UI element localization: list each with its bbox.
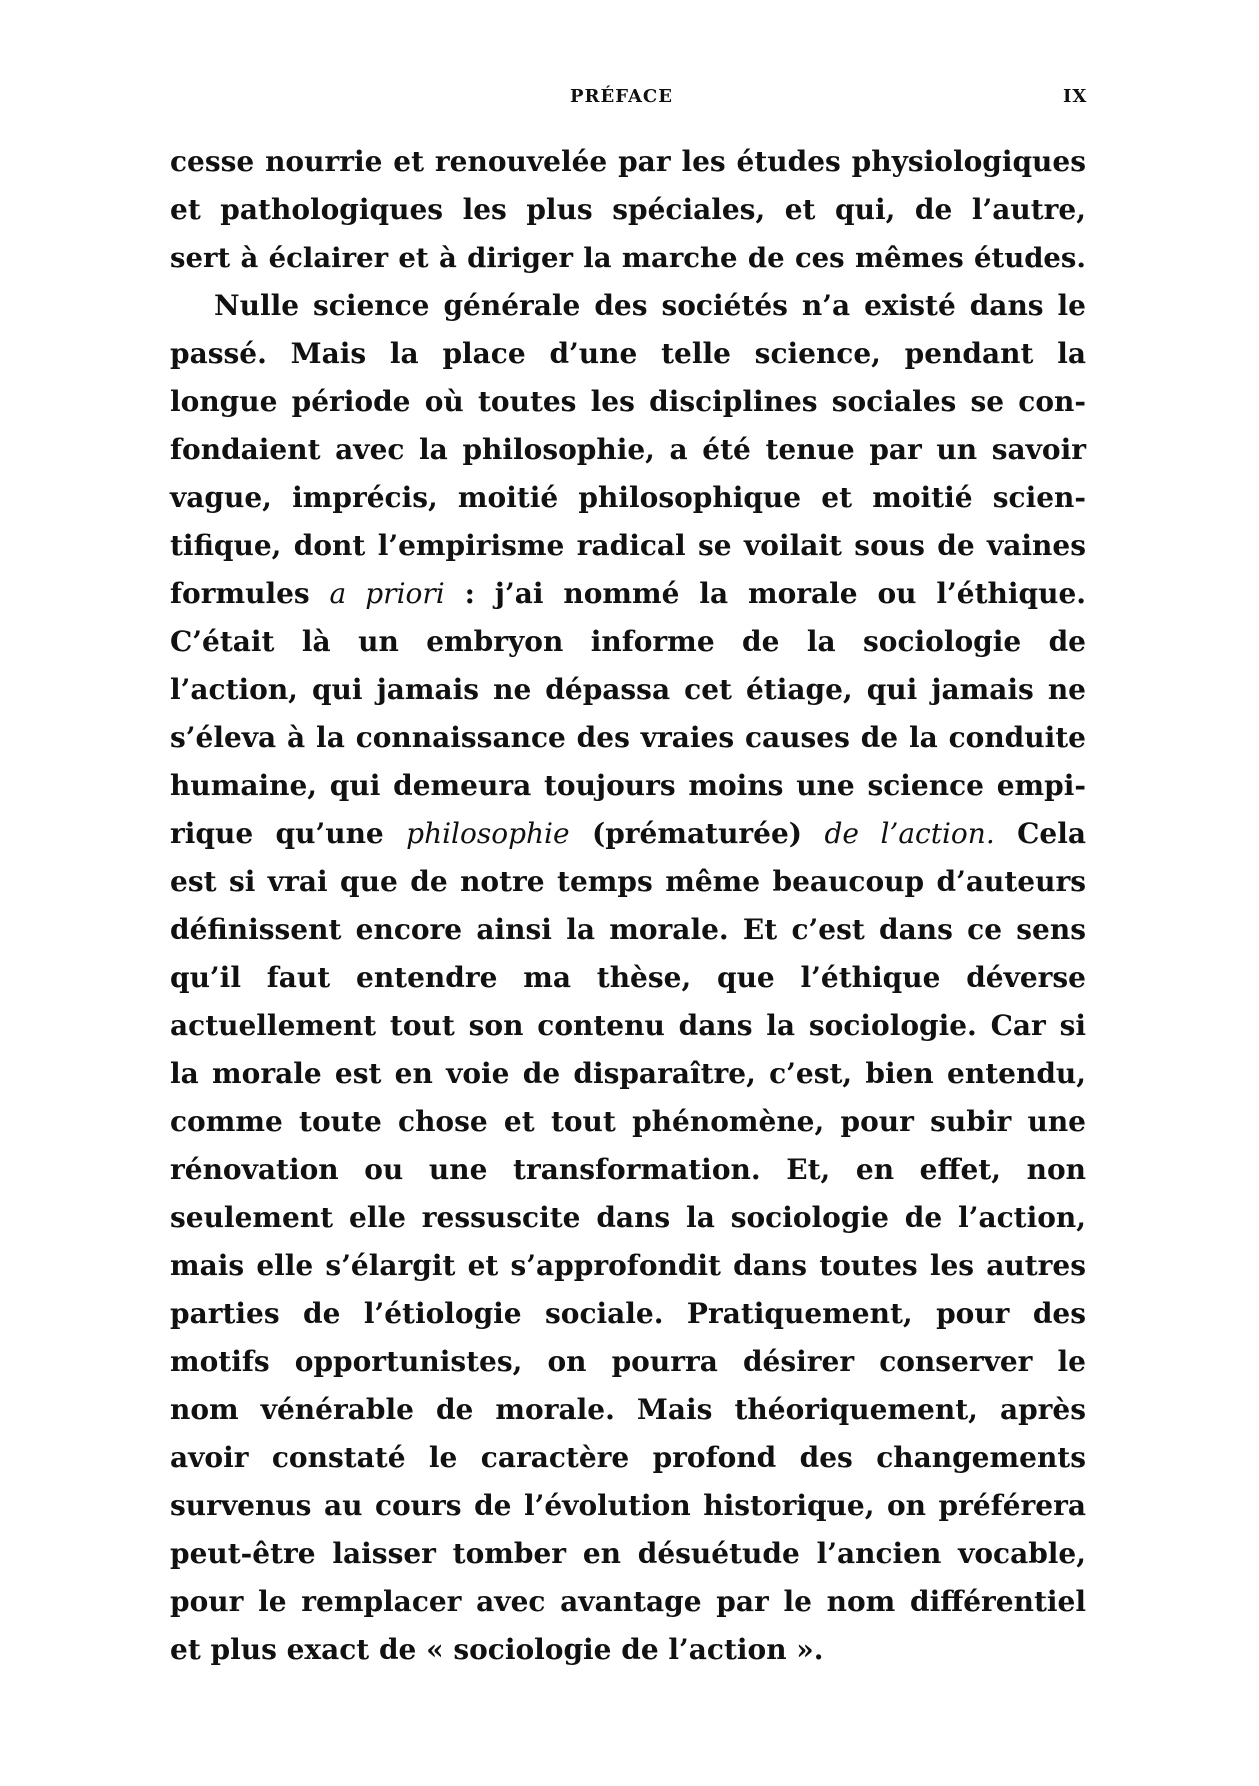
text-line: et plus exact de « sociologie de l’action ». [170, 1633, 824, 1666]
text-run: rique qu’une [170, 817, 407, 850]
text-line: motifs opportunistes, on pourra désirer conserver le [170, 1345, 1086, 1378]
text-line: tifique, dont l’empirisme radical se voilait sous de vaines [170, 529, 1086, 562]
text-line: avoir constaté le caractère profond des changements [170, 1441, 1086, 1474]
text-line: actuellement tout son contenu dans la sociologie. Car si [170, 1009, 1086, 1042]
text-line: comme toute chose et tout phénomène, pour subir une [170, 1105, 1086, 1138]
text-line: et pathologiques les plus spéciales, et qui, de l’autre, [170, 193, 1086, 226]
text-line: seulement elle ressuscite dans la sociologie de l’action, [170, 1201, 1086, 1234]
text-line: la morale est en voie de disparaître, c’est, bien entendu, [170, 1057, 1086, 1090]
text-line: rénovation ou une transformation. Et, en effet, non [170, 1153, 1086, 1186]
text-line [170, 810, 1086, 858]
text-run: Cela [994, 817, 1087, 850]
text-line: longue période où toutes les disciplines sociales se con- [170, 385, 1086, 418]
text-line: mais elle s’élargit et s’approfondit dans toutes les autres [170, 1249, 1086, 1282]
italic-run: a priori [329, 577, 445, 610]
text-line: fondaient avec la philosophie, a été tenue par un savoir [170, 433, 1086, 466]
text-line: pour le remplacer avec avantage par le nom différentiel [170, 1585, 1086, 1618]
page-header [0, 86, 1259, 116]
text-line: s’éleva à la connaissance des vraies causes de la conduite [170, 721, 1086, 754]
body-text [170, 138, 1086, 1674]
text-run: formules [170, 577, 330, 610]
page-number: IX [1063, 86, 1088, 107]
text-line [170, 570, 1086, 618]
text-line: C’était là un embryon informe de la sociologie de [170, 625, 1086, 658]
text-line: vague, imprécis, moitié philosophique et moitié scien- [170, 481, 1086, 514]
text-line: nom vénérable de morale. Mais théoriquement, après [170, 1393, 1086, 1426]
text-run: : j’ai nommé la morale ou l’éthique. [444, 577, 1087, 610]
text-line: passé. Mais la place d’une telle science, pendant la [170, 337, 1086, 370]
text-line: l’action, qui jamais ne dépassa cet étiage, qui jamais ne [170, 673, 1086, 706]
text-run: (prématurée) [569, 817, 825, 850]
text-line: cesse nourrie et renouvelée par les études physiologiques [170, 145, 1086, 178]
text-line: survenus au cours de l’évolution historique, on préférera [170, 1489, 1086, 1522]
text-line: qu’il faut entendre ma thèse, que l’éthique déverse [170, 961, 1086, 994]
text-line: parties de l’étiologie sociale. Pratiquement, pour des [170, 1297, 1086, 1330]
running-title: PRÉFACE [570, 86, 673, 107]
text-line: Nulle science générale des sociétés n’a existé dans le [214, 289, 1086, 322]
text-line: humaine, qui demeura toujours moins une science empi- [170, 769, 1086, 802]
text-line: définissent encore ainsi la morale. Et c’est dans ce sens [170, 913, 1086, 946]
text-line: peut-être laisser tomber en désuétude l’ancien vocable, [170, 1537, 1086, 1570]
text-line: sert à éclairer et à diriger la marche de ces mêmes études. [170, 242, 1086, 274]
italic-run: de l’action. [824, 817, 995, 850]
italic-run: philosophie [406, 817, 570, 850]
text-line: est si vrai que de notre temps même beaucoup d’auteurs [170, 865, 1086, 898]
